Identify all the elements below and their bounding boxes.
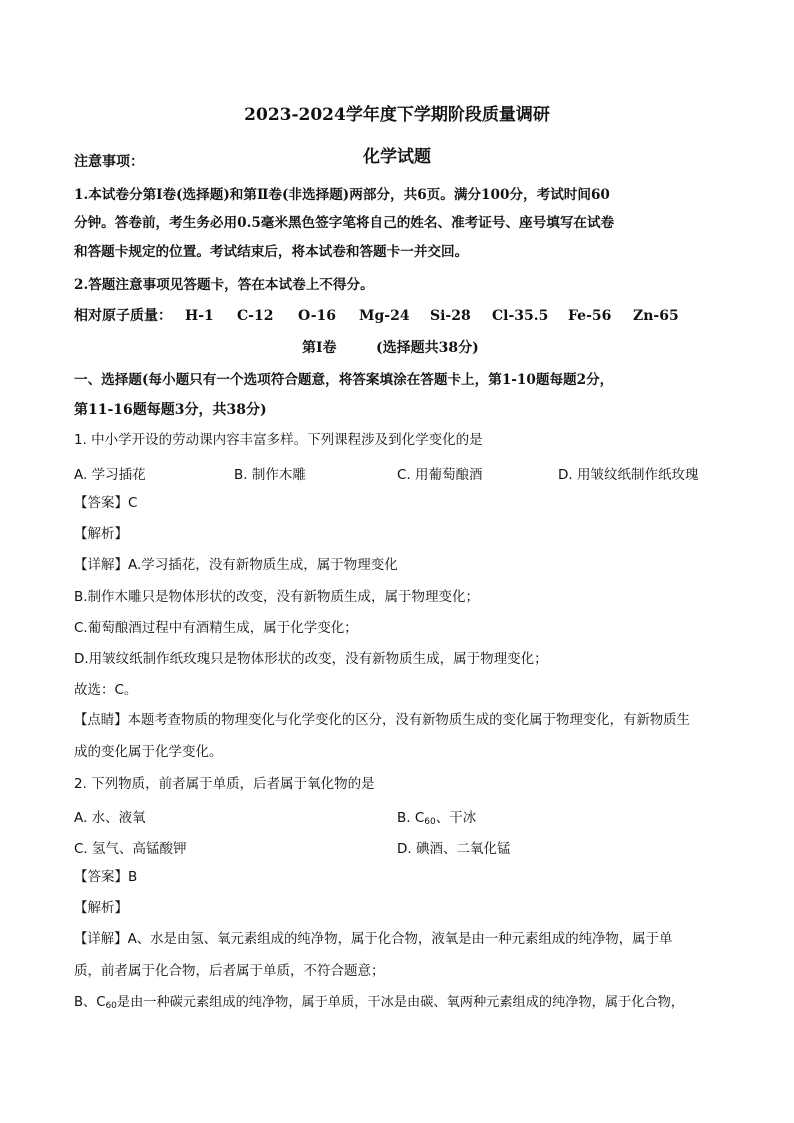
detail-tag: 【详解】 bbox=[74, 557, 128, 573]
notice-heading: 注意事项： bbox=[74, 154, 144, 170]
q2-detail-a-line-1 bbox=[74, 930, 672, 950]
q1-option-d: D. 用皱纹纸制作纸玫瑰 bbox=[558, 467, 699, 483]
notice-item-1-line-3: 和答题卡规定的位置。考试结束后，将本试卷和答题卡一并交回。 bbox=[74, 244, 469, 260]
q1-detail-d: D.用皱纹纸制作纸玫瑰只是物体形状的改变，没有新物质生成，属于物理变化； bbox=[74, 651, 548, 667]
q1-detail-c: C.葡萄酿酒过程中有酒精生成，属于化学变化； bbox=[74, 620, 358, 636]
answer-tag: 【答案】 bbox=[74, 495, 128, 511]
exam-subject: 化学试题 bbox=[363, 147, 431, 167]
q2-detail-b bbox=[74, 993, 684, 1016]
atomic-mass-item: H-1 bbox=[185, 308, 214, 324]
volume-note: (选择题共38分) bbox=[376, 340, 479, 356]
q2-option-b bbox=[397, 806, 476, 827]
exam-title: 2023-2024学年度下学期阶段质量调研 bbox=[244, 105, 550, 125]
q2-answer bbox=[74, 867, 137, 887]
section-heading-line-1: 一、选择题(每小题只有一个选项符合题意，将答案填涂在答题卡上，第1-10题每题2分， bbox=[74, 372, 614, 388]
atomic-mass-item: Cl-35.5 bbox=[492, 308, 549, 324]
atomic-mass-item: O-16 bbox=[298, 308, 337, 324]
option-text: B. C bbox=[397, 810, 425, 826]
q1-option-b: B. 制作木雕 bbox=[234, 467, 306, 483]
notice-item-1-line-2: 分钟。答卷前，考生务必用0.5毫米黑色签字笔将自己的姓名、准考证号、座号填写在试卷 bbox=[74, 215, 615, 231]
atomic-mass-row bbox=[74, 306, 679, 326]
subscript: 60 bbox=[424, 817, 436, 827]
q2-option-d: D. 碘酒、二氧化锰 bbox=[397, 841, 511, 857]
subscript: 60 bbox=[105, 1001, 117, 1011]
detail-text: B、C bbox=[74, 995, 106, 1010]
detail-text: 是由一种碳元素组成的纯净物，属于单质，干冰是由碳、氧两种元素组成的纯净物，属于化合物， bbox=[116, 995, 684, 1010]
q1-detail-b: B.制作木雕只是物体形状的改变，没有新物质生成，属于物理变化； bbox=[74, 589, 480, 605]
answer-value: B bbox=[128, 869, 138, 885]
q2-option-c: C. 氢气、高锰酸钾 bbox=[74, 841, 187, 857]
q1-option-a: A. 学习插花 bbox=[74, 467, 146, 483]
section-heading-line-2: 第11-16题每题3分，共38分) bbox=[74, 402, 267, 418]
q1-detail-a bbox=[74, 555, 398, 575]
q1-choice: 故选：C。 bbox=[74, 682, 138, 698]
q1-comment-line-1 bbox=[74, 711, 690, 731]
atomic-mass-item: Fe-56 bbox=[568, 308, 612, 324]
q1-option-c: C. 用葡萄酿酒 bbox=[397, 467, 483, 483]
q1-answer bbox=[74, 493, 137, 513]
atomic-mass-item: Zn-65 bbox=[633, 308, 679, 324]
atomic-mass-label: 相对原子质量： bbox=[74, 308, 172, 324]
detail-text: A、水是由氢、氧元素组成的纯净物，属于化合物，液氧是由一种元素组成的纯净物，属于单 bbox=[127, 932, 673, 947]
option-text: 、干冰 bbox=[435, 810, 477, 826]
detail-tag: 【详解】 bbox=[74, 932, 128, 947]
volume-title: 第Ⅰ卷 bbox=[302, 340, 337, 356]
notice-item-2: 2.答题注意事项见答题卡，答在本试卷上不得分。 bbox=[74, 277, 374, 293]
q2-detail-a-line-2: 质，前者属于化合物，后者属于单质，不符合题意； bbox=[74, 963, 385, 979]
answer-tag: 【答案】 bbox=[74, 869, 128, 885]
q2-stem: 2. 下列物质，前者属于单质，后者属于氧化物的是 bbox=[74, 776, 375, 792]
notice-item-1-line-1: 1.本试卷分第Ⅰ卷(选择题)和第Ⅱ卷(非选择题)两部分，共6页。满分100分，考试时间60 bbox=[74, 187, 610, 203]
comment-text: 本题考查物质的物理变化与化学变化的区分，没有新物质生成的变化属于物理变化，有新物质生 bbox=[127, 713, 690, 728]
atomic-mass-item: Mg-24 bbox=[359, 308, 410, 324]
q1-analysis-tag: 【解析】 bbox=[74, 526, 128, 542]
q2-option-a: A. 水、液氧 bbox=[74, 810, 146, 826]
comment-tag: 【点睛】 bbox=[74, 713, 128, 728]
atomic-mass-item: Si-28 bbox=[430, 308, 471, 324]
answer-value: C bbox=[128, 495, 138, 511]
q1-comment-line-2: 成的变化属于化学变化。 bbox=[74, 744, 223, 760]
q2-analysis-tag: 【解析】 bbox=[74, 900, 128, 916]
atomic-mass-item: C-12 bbox=[237, 308, 274, 324]
detail-text: A.学习插花，没有新物质生成，属于物理变化 bbox=[128, 557, 398, 573]
q1-stem: 1. 中小学开设的劳动课内容丰富多样。下列课程涉及到化学变化的是 bbox=[74, 432, 483, 448]
